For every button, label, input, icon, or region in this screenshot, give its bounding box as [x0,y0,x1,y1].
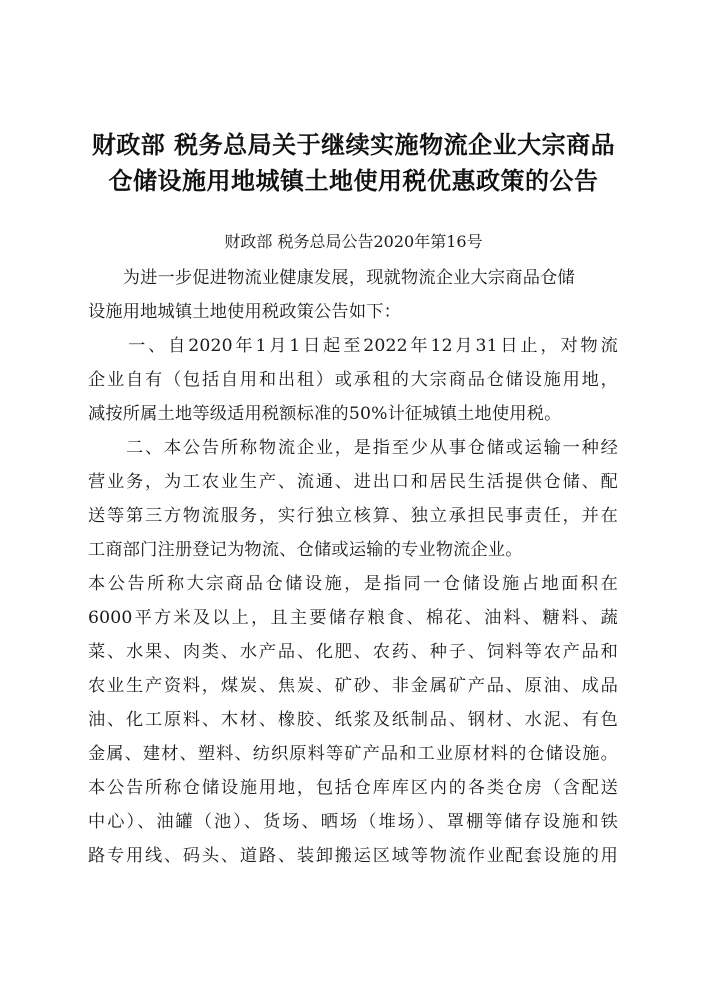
body-line: 减按所属土地等级适用税额标准的50%计征城镇土地使用税。 [88,404,562,424]
document-title-line-2: 仓储设施用地城镇土地使用税优惠政策的公告 [108,167,599,195]
body-line: 送等第三方物流服务，实行独立核算、独立承担民事责任，并在 [88,506,618,526]
document-title-line-1: 财政部 税务总局关于继续实施物流企业大宗商品 [91,131,616,159]
body-line: 营业务，为工农业生产、流通、进出口和居民生活提供仓储、配 [88,472,618,492]
body-line: 工商部门注册登记为物流、仓储或运输的专业物流企业。 [88,540,523,560]
body-line: 中心）、油罐（池）、货场、晒场（堆场）、罩棚等储存设施和铁 [88,812,618,832]
body-line: 二、本公告所称物流企业，是指至少从事仓储或运输一种经 [88,438,618,458]
body-line: 农业生产资料，煤炭、焦炭、矿砂、非金属矿产品、原油、成品 [88,676,618,696]
body-line: 6000平方米及以上，且主要储存粮食、棉花、油料、糖料、蔬 [88,608,618,628]
body-line: 路专用线、码头、道路、装卸搬运区域等物流作业配套设施的用 [88,846,618,866]
body-line: 油、化工原料、木材、橡胶、纸浆及纸制品、钢材、水泥、有色 [88,710,618,730]
body-line: 本公告所称仓储设施用地，包括仓库库区内的各类仓房（含配送 [88,778,618,798]
body-line: 设施用地城镇土地使用税政策公告如下： [88,302,401,322]
body-line: 企业自有（包括自用和出租）或承租的大宗商品仓储设施用地， [88,370,618,390]
body-line: 菜、水果、肉类、水产品、化肥、农药、种子、饲料等农产品和 [88,642,618,662]
body-line: 为进一步促进物流业健康发展，现就物流企业大宗商品仓储 [88,268,575,288]
document-number: 财政部 税务总局公告2020年第16号 [224,232,483,251]
body-line: 本公告所称大宗商品仓储设施，是指同一仓储设施占地面积在 [88,574,618,594]
body-line: 金属、建材、塑料、纺织原料等矿产品和工业原材料的仓储设施。 [88,744,618,764]
body-line: 一、自2020年1月1日起至2022年12月31日止，对物流 [88,336,618,356]
